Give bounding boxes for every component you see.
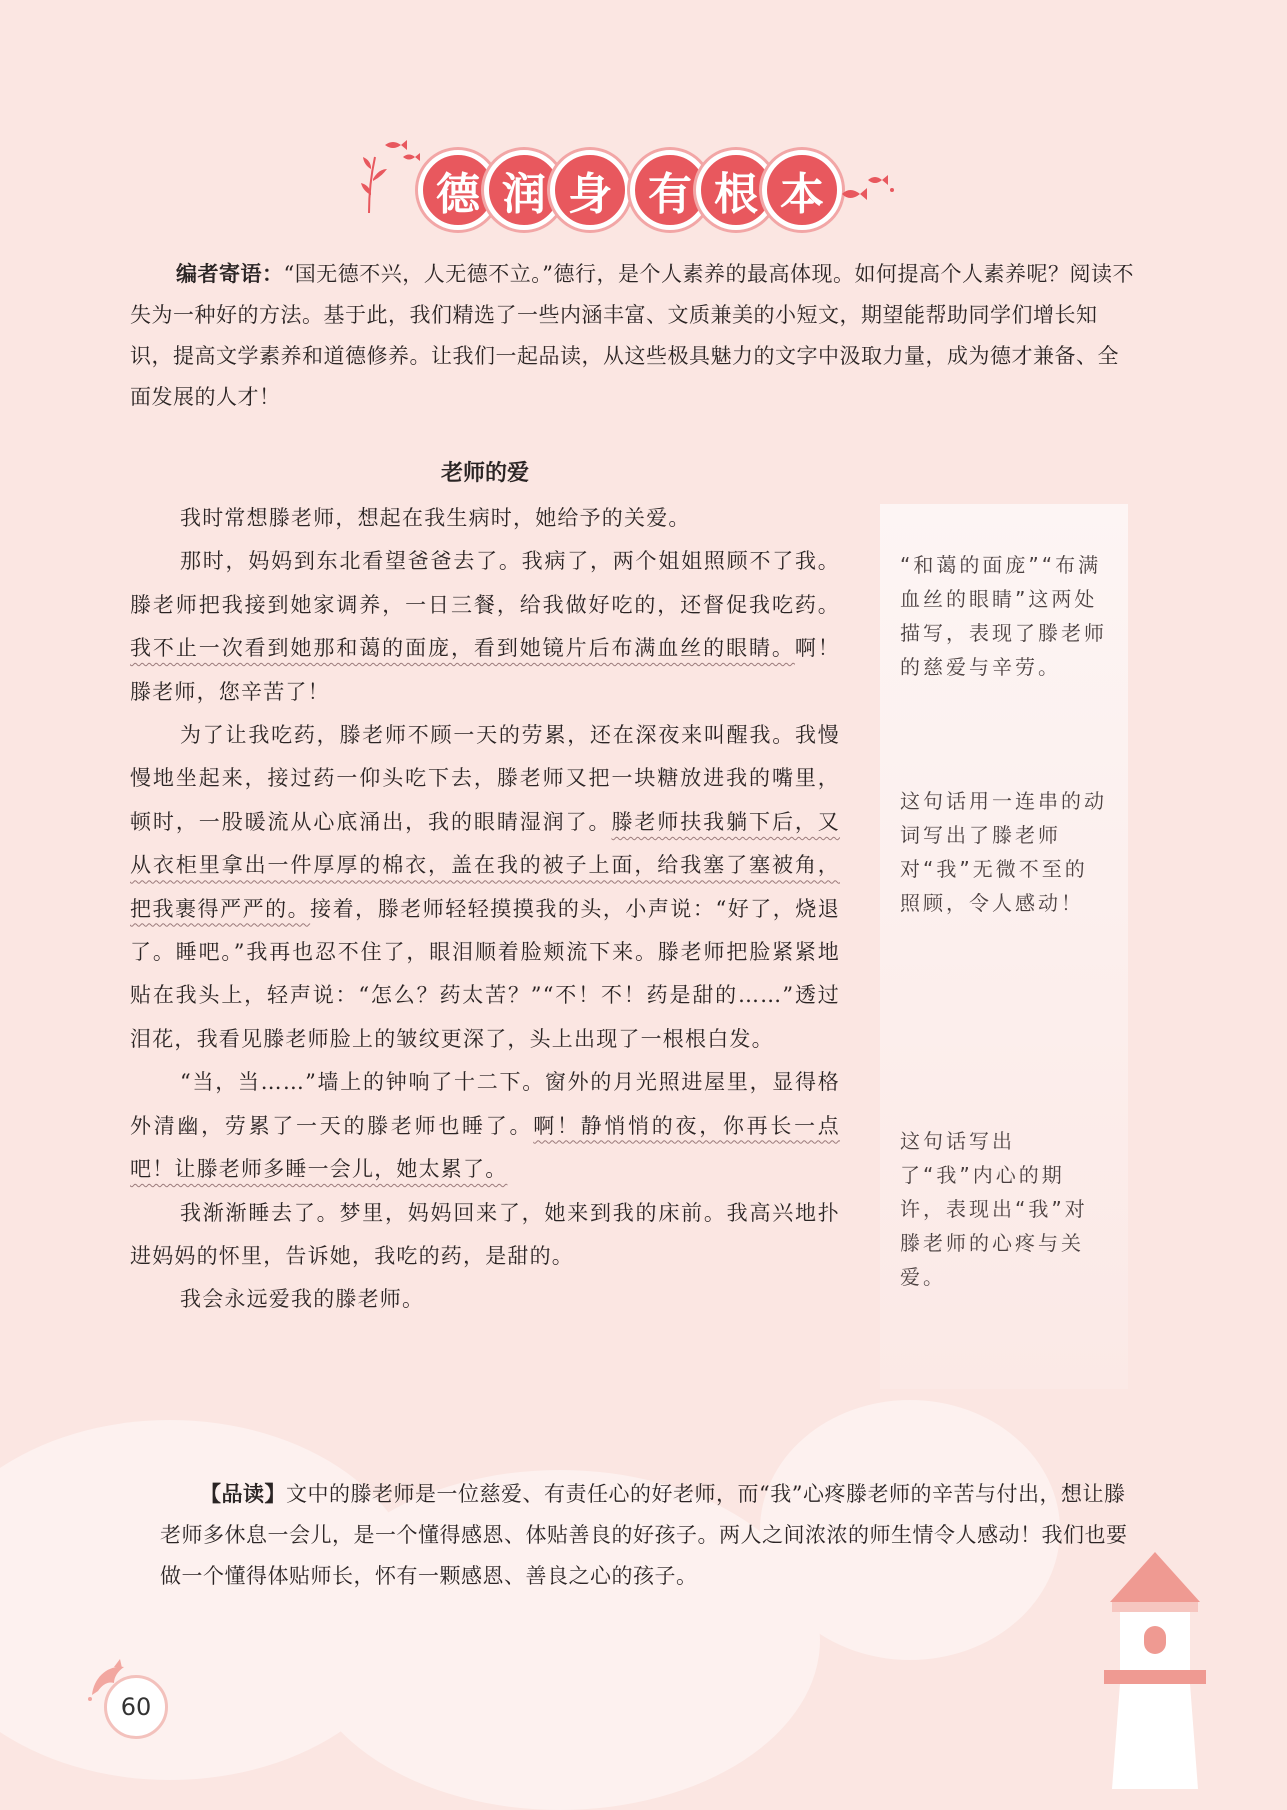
paragraph-text: 为了让我吃药，滕老师不顾一天的劳累，还在深夜来叫醒我。我慢慢地坐起来，接过药一仰头吃下去，滕老师又把一块糖放进我的嘴里，顿时，一股暖流从心底涌出，我的眼睛湿润了。 xyxy=(130,723,840,834)
paragraph xyxy=(130,714,840,1061)
paragraph xyxy=(130,540,840,714)
paragraph: 我渐渐睡去了。梦里，妈妈回来了，她来到我的床前。我高兴地扑进妈妈的怀里，告诉她，我吃的药，是甜的。 xyxy=(130,1200,840,1268)
title-char: 根 xyxy=(696,150,776,230)
title-char: 本 xyxy=(762,150,842,230)
paragraph-text: 接着，滕老师轻轻摸摸我的头，小声说：“好了，烧退了。睡吧。”我再也忍不住了，眼泪顺着脸颊流下来。滕老师把脸紧紧地贴在我头上，轻声说：“怎么？药太苦？”“不！不！药是甜的……”透过泪花，我看见滕老师脸上的皱纹更深了，头上出现了一根根白发。 xyxy=(130,896,840,1051)
annotation-sidebar xyxy=(880,504,1128,1389)
page-number: 60 xyxy=(104,1675,168,1739)
paragraph: 我时常想滕老师，想起在我生病时，她给予的关爱。 xyxy=(180,506,691,530)
review-tag: 【品读】 xyxy=(200,1482,286,1506)
title-char: 润 xyxy=(484,150,564,230)
annotation-note: 这句话用一连串的动词写出了滕老师对“我”无微不至的照顾，令人感动！ xyxy=(900,789,1107,915)
editor-note-text: “国无德不兴，人无德不立。”德行，是个人素养的最高体现。如何提高个人素养呢？阅读不失为一种好的方法。基于此，我们精选了一些内涵丰富、文质兼美的小短文，期望能帮助同学们增长知识，提高文学素养和道德修养。让我们一起品读，从这些极具魅力的文字中汲取力量，成为德才兼备、全面发展的人才！ xyxy=(130,262,1134,409)
paragraph xyxy=(130,1061,840,1191)
highlighted-sentence: 滕老师扶我躺下后，又从衣柜里拿出一件厚厚的棉衣，盖在我的被子上面，给我塞了塞被角，把我裹得严严的。 xyxy=(130,809,841,921)
annotation-note: “和蔼的面庞”“布满血丝的眼睛”这两处描写，表现了滕老师的慈爱与辛劳。 xyxy=(900,553,1107,679)
fish-decoration-icon xyxy=(838,168,900,208)
section-title xyxy=(0,150,1287,230)
highlighted-sentence: 啊！静悄悄的夜，你再长一点吧！让滕老师多睡一会儿，她太累了。 xyxy=(130,1113,840,1182)
highlighted-sentence: 我不止一次看到她那和蔼的面庞，看到她镜片后布满血丝的眼睛。 xyxy=(130,636,795,661)
article-title: 老师的爱 xyxy=(440,461,529,486)
annotation-note: 这句话写出了“我”内心的期许，表现出“我”对滕老师的心疼与关爱。 xyxy=(900,1129,1088,1289)
title-char: 有 xyxy=(630,150,710,230)
editor-note xyxy=(130,254,1140,418)
editor-note-label: 编者寄语： xyxy=(176,262,284,286)
paragraph-text: 那时，妈妈到东北看望爸爸去了。我病了，两个姐姐照顾不了我。滕老师把我接到她家调养，一日三餐，给我做好吃的，还督促我吃药。 xyxy=(130,549,840,617)
paragraph: 我会永远爱我的滕老师。 xyxy=(180,1287,425,1312)
title-char: 德 xyxy=(418,150,498,230)
title-char: 身 xyxy=(550,150,630,230)
title-group-2 xyxy=(630,150,842,230)
paragraph-text: “当，当……”墙上的钟响了十二下。窗外的月光照进屋里，显得格外清幽，劳累了一天的滕老师也睡了。 xyxy=(130,1070,840,1138)
lighthouse-icon xyxy=(1100,1550,1210,1789)
review-section xyxy=(160,1474,1135,1597)
paragraph-text: 啊！滕老师，您辛苦了！ xyxy=(130,636,840,704)
title-group-1 xyxy=(418,150,630,230)
review-text: 文中的滕老师是一位慈爱、有责任心的好老师，而“我”心疼滕老师的辛苦与付出，想让滕老师多休息一会儿，是一个懂得感恩、体贴善良的好孩子。两人之间浓浓的师生情令人感动！我们也要做一个懂得体贴师长，怀有一颗感恩、善良之心的孩子。 xyxy=(160,1482,1128,1588)
article-body xyxy=(130,497,840,1322)
